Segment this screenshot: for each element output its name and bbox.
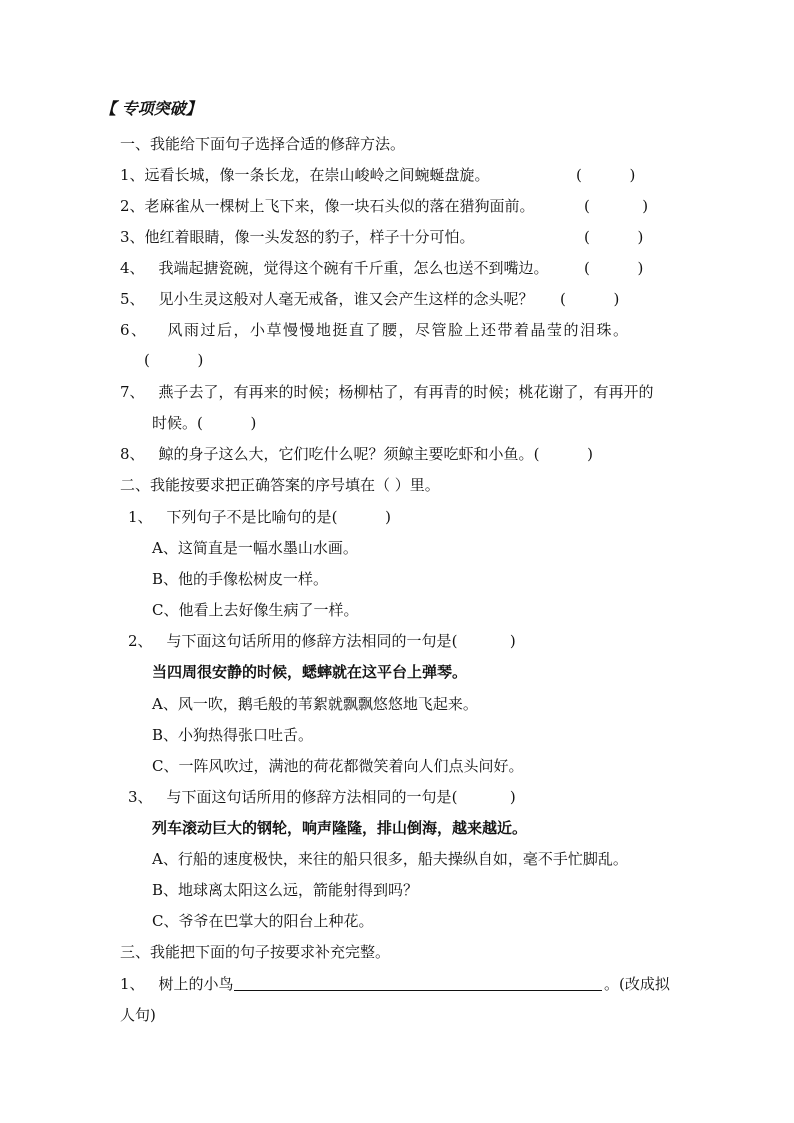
answer-bracket[interactable]: ( ) (144, 351, 204, 369)
option-a: A、这简直是一幅水墨山水画。 (152, 539, 358, 557)
item-instruction-cont: 人句) (120, 1006, 156, 1024)
s2-q3 (128, 787, 516, 807)
item-number: 8、 (120, 445, 145, 463)
item-text: 鲸的身子这么大，它们吃什么呢？须鲸主要吃虾和小鱼。 (158, 445, 534, 463)
option-a: A、风一吹，鹅毛般的苇絮就飘飘悠悠地飞起来。 (152, 695, 478, 713)
item-number: 1、 (120, 975, 145, 993)
answer-blank-line[interactable] (234, 990, 602, 991)
item-text: 风雨过后，小草慢慢地挺直了腰，尽管脸上还带着晶莹的泪珠。 (167, 321, 630, 339)
section2-heading: 二、我能按要求把正确答案的序号填在（ ）里。 (120, 476, 440, 494)
s1-item-7-cont (152, 413, 256, 433)
option-b: B、地球离太阳这么远，箭能射得到吗？ (152, 881, 419, 899)
option-a: A、行船的速度极快，来往的船只很多，船夫操纵自如，毫不手忙脚乱。 (152, 850, 628, 868)
item-text: 他红着眼睛，像一头发怒的豹子，样子十分可怕。 (144, 228, 475, 246)
option-c: C、爷爷在巴掌大的阳台上种花。 (152, 912, 374, 930)
item-number: 5、 (120, 290, 145, 308)
s1-item-7 (120, 382, 654, 402)
s1-item-4 (120, 258, 549, 278)
quoted-sentence: 当四周很安静的时候，蟋蟀就在这平台上弹琴。 (152, 663, 468, 681)
question-number: 1、 (128, 508, 153, 526)
section-title: 【 专项突破】 (100, 99, 202, 118)
s1-item-6 (120, 320, 630, 340)
item-text: 老麻雀从一棵树上飞下来，像一块石头似的落在猎狗面前。 (144, 197, 535, 215)
option-c: C、他看上去好像生病了一样。 (152, 601, 359, 619)
item-text: 燕子去了，有再来的时候；杨柳枯了，有再青的时候；桃花谢了，有再开的 (158, 383, 654, 401)
answer-bracket[interactable]: ( ) (584, 197, 649, 215)
question-text: 与下面这句话所用的修辞方法相同的一句是 (166, 788, 452, 806)
item-number: 3、 (120, 228, 145, 246)
quoted-sentence: 列车滚动巨大的钢轮，响声隆隆，排山倒海，越来越近。 (152, 819, 528, 837)
answer-bracket[interactable]: ( ) (584, 228, 644, 246)
question-text: 下列句子不是比喻句的是 (166, 508, 332, 526)
answer-bracket[interactable]: ( ) (451, 788, 516, 806)
answer-bracket[interactable]: ( ) (451, 632, 516, 650)
question-number: 2、 (128, 632, 153, 650)
item-number: 6、 (120, 321, 148, 339)
question-text: 与下面这句话所用的修辞方法相同的一句是 (166, 632, 452, 650)
s1-item-3 (120, 227, 475, 247)
item-text: 树上的小鸟 (158, 975, 234, 993)
answer-bracket[interactable]: ( ) (584, 259, 644, 277)
s1-item-8 (120, 444, 593, 464)
s2-q2 (128, 631, 516, 651)
item-number: 4、 (120, 259, 145, 277)
item-text: 见小生灵这般对人毫无戒备，谁又会产生这样的念头呢？ (158, 290, 534, 308)
answer-bracket[interactable]: ( ) (197, 414, 257, 432)
option-c: C、一阵风吹过，满池的荷花都微笑着向人们点头问好。 (152, 757, 524, 775)
answer-bracket[interactable]: ( ) (560, 290, 620, 308)
answer-bracket[interactable]: ( ) (331, 508, 391, 526)
item-number: 7、 (120, 383, 145, 401)
item-number: 1、 (120, 166, 145, 184)
item-text: 我端起搪瓷碗，觉得这个碗有千斤重，怎么也送不到嘴边。 (158, 259, 549, 277)
section1-heading: 一、我能给下面句子选择合适的修辞方法。 (120, 135, 406, 153)
answer-bracket[interactable]: ( ) (533, 445, 593, 463)
s3-item-1 (120, 974, 234, 994)
section3-heading: 三、我能把下面的句子按要求补充完整。 (120, 943, 391, 961)
s1-item-2 (120, 196, 535, 216)
item-text: 远看长城，像一条长龙，在崇山峻岭之间蜿蜒盘旋。 (144, 166, 490, 184)
s1-item-5 (120, 289, 534, 309)
option-b: B、他的手像松树皮一样。 (152, 570, 329, 588)
item-number: 2、 (120, 197, 145, 215)
s2-q1 (128, 507, 391, 527)
answer-bracket[interactable]: ( ) (576, 166, 636, 184)
item-instruction: 。(改成拟 (604, 975, 670, 993)
question-number: 3、 (128, 788, 153, 806)
item-text: 时候。 (152, 414, 198, 432)
option-b: B、小狗热得张口吐舌。 (152, 726, 314, 744)
s1-item-1 (120, 165, 490, 185)
